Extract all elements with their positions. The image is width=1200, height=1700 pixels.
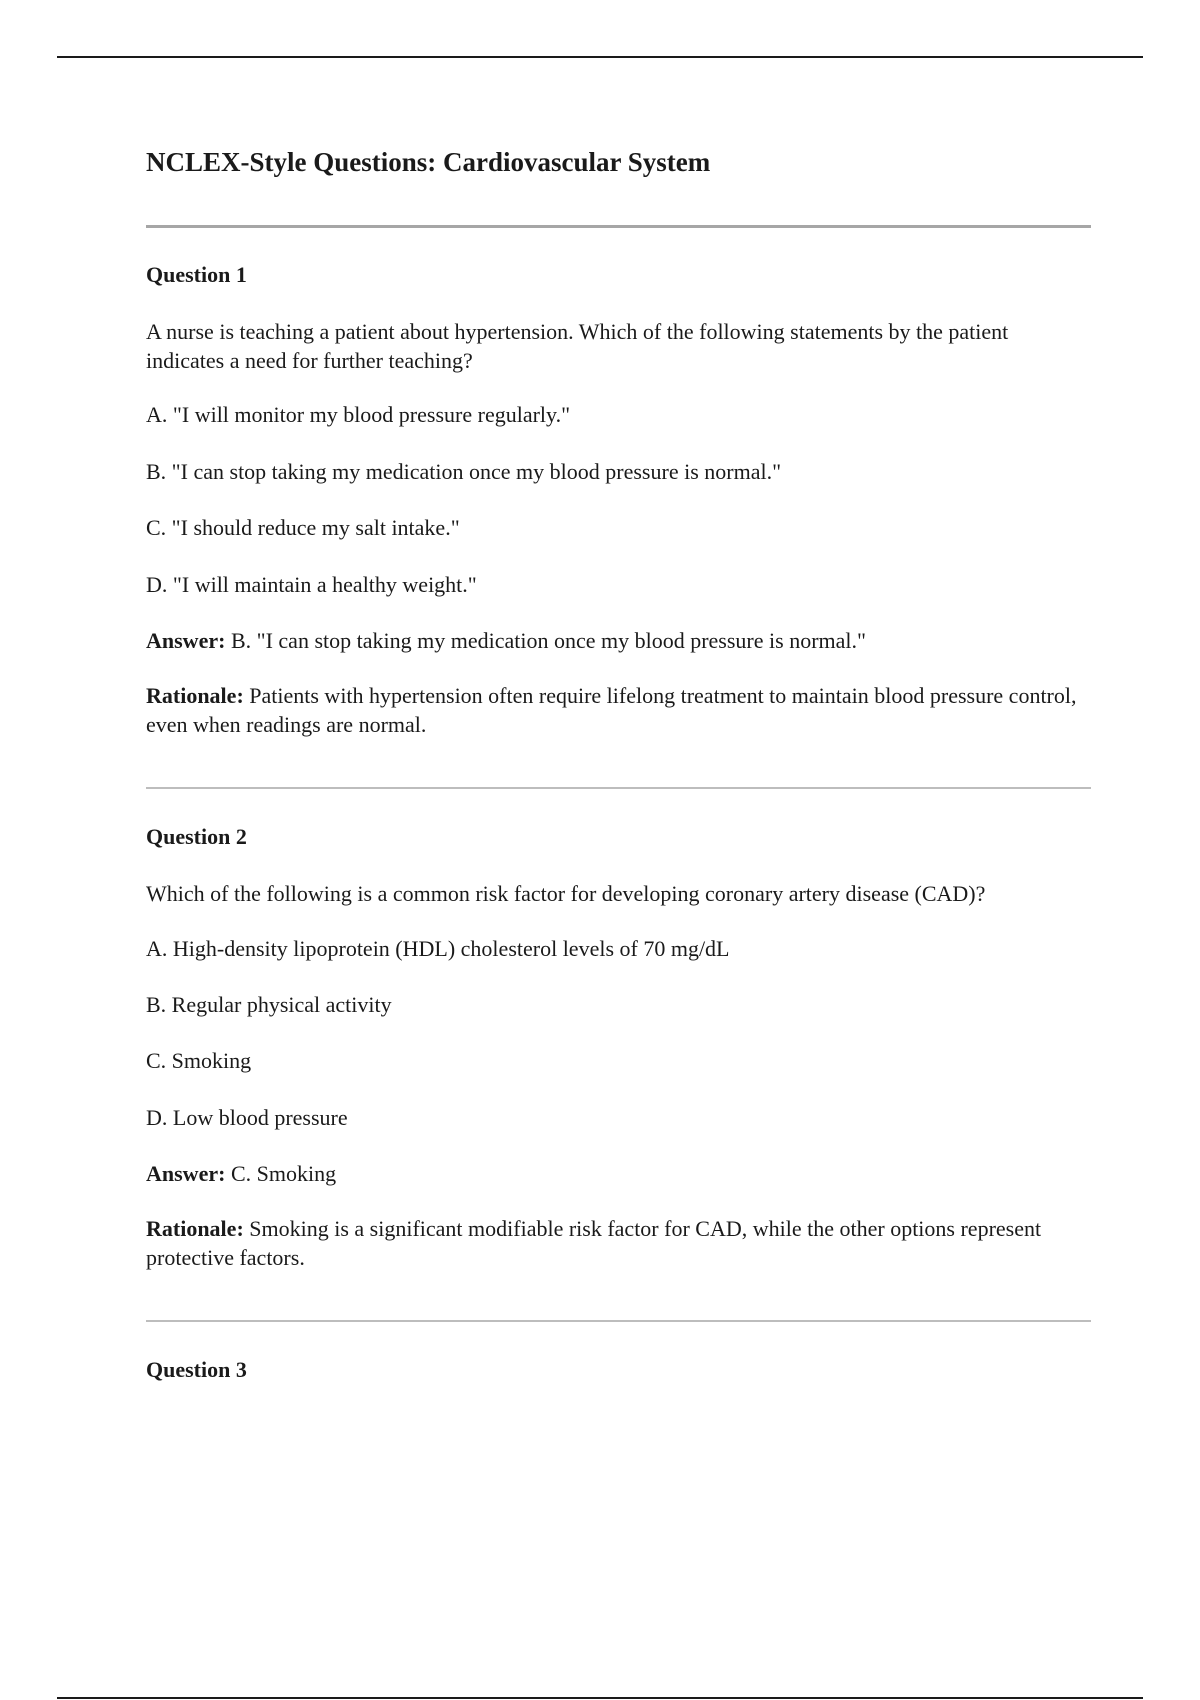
question-1-option-b: B. "I can stop taking my medication once my blood pressure is normal." (146, 459, 782, 484)
question-1-option-c: C. "I should reduce my salt intake." (146, 515, 460, 540)
rationale-label: Rationale: (146, 683, 244, 708)
question-divider (146, 1320, 1091, 1322)
question-1-option-a: A. "I will monitor my blood pressure regularly." (146, 402, 571, 427)
question-2-option-a: A. High-density lipoprotein (HDL) cholesterol levels of 70 mg/dL (146, 936, 730, 961)
question-1-answer (146, 626, 1091, 655)
question-2-heading: Question 2 (146, 824, 247, 849)
question-2-stem: Which of the following is a common risk factor for developing coronary artery disease (CAD)? (146, 881, 986, 906)
question-divider (146, 787, 1091, 789)
answer-label: Answer: (146, 1161, 226, 1186)
question-1-rationale (146, 681, 1091, 739)
question-2-option-b: B. Regular physical activity (146, 992, 392, 1017)
question-2-answer (146, 1159, 1091, 1188)
rationale-label: Rationale: (146, 1216, 244, 1241)
question-1-option-d: D. "I will maintain a healthy weight." (146, 572, 477, 597)
question-3-heading: Question 3 (146, 1357, 247, 1382)
answer-label: Answer: (146, 628, 226, 653)
answer-text: C. Smoking (230, 1161, 337, 1186)
question-2-option-d: D. Low blood pressure (146, 1105, 348, 1130)
title-divider (146, 225, 1091, 228)
page-bottom-rule (57, 1697, 1143, 1699)
question-1-heading: Question 1 (146, 262, 247, 287)
document-title: NCLEX-Style Questions: Cardiovascular System (146, 147, 711, 177)
question-2-rationale (146, 1214, 1091, 1272)
answer-text: B. "I can stop taking my medication once my blood pressure is normal." (230, 628, 866, 653)
rationale-text: Patients with hypertension often require lifelong treatment to maintain blood pressure control, even when readings are normal. (146, 683, 1077, 737)
page-top-rule (57, 56, 1143, 58)
question-2-option-c: C. Smoking (146, 1048, 252, 1073)
rationale-text: Smoking is a significant modifiable risk factor for CAD, while the other options represent protective factors. (146, 1216, 1042, 1270)
question-1-stem: A nurse is teaching a patient about hypertension. Which of the following statements by the patient indicates a need for further teaching? (146, 319, 1009, 373)
